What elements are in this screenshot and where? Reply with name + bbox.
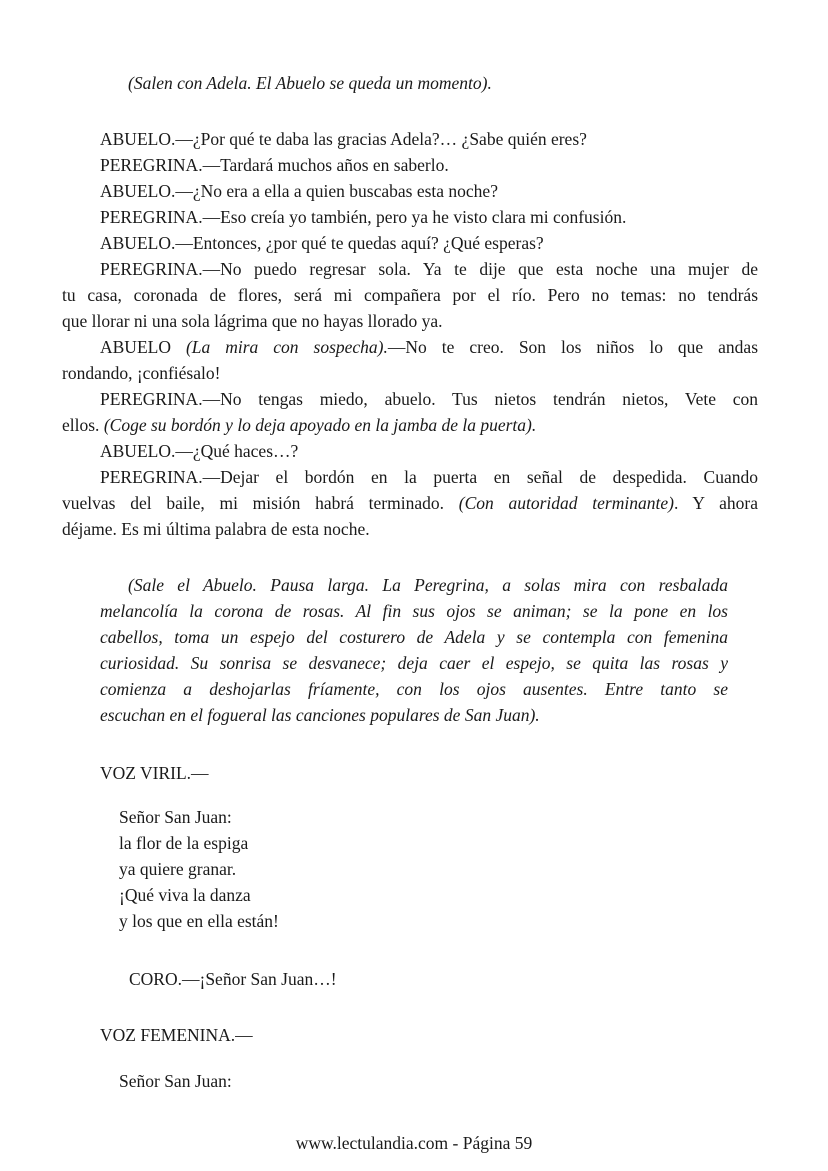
- song-verse-line: ya quiere granar.: [119, 859, 237, 879]
- stage-direction-long-line-5: comienza a deshojarlas fríamente, con los ojos ausentes. Entre tanto se: [100, 679, 728, 699]
- song-verse-line: y los que en ella están!: [119, 911, 279, 931]
- chorus-line: CORO.—¡Señor San Juan…!: [129, 969, 337, 989]
- song-verse-line: ¡Qué viva la danza: [119, 885, 251, 905]
- dialogue-line-peregrina-1: PEREGRINA.—Tardará muchos años en saberlo.: [100, 155, 449, 175]
- dialogue-peregrina-3-line-3: que llorar ni una sola lágrima que no hayas llorado ya.: [62, 311, 443, 331]
- dialogue-peregrina-5-line-3: déjame. Es mi última palabra de esta noche.: [62, 519, 370, 539]
- dialogue-line-abuelo-2: ABUELO.—¿No era a ella a quien buscabas esta noche?: [100, 181, 498, 201]
- stage-direction-exit: (Salen con Adela. El Abuelo se queda un momento).: [128, 73, 492, 93]
- stage-direction-long-line-6: escuchan en el fogueral las canciones populares de San Juan).: [100, 705, 540, 725]
- song-verse-line: Señor San Juan:: [119, 807, 232, 827]
- stage-aside-bordon: (Coge su bordón y lo deja apoyado en la jamba de la puerta).: [103, 415, 537, 435]
- dialogue-text: —No te creo. Son los niños lo que andas: [387, 337, 759, 357]
- dialogue-line-abuelo-3: ABUELO.—Entonces, ¿por qué te quedas aquí? ¿Qué esperas?: [100, 233, 544, 253]
- stage-aside-autoridad: (Con autoridad terminante): [458, 493, 674, 513]
- stage-direction-long-line-4: curiosidad. Su sonrisa se desvanece; deja caer el espejo, se quita las rosas y: [100, 653, 728, 673]
- dialogue-line-abuelo-1: ABUELO.—¿Por qué te daba las gracias Adela?… ¿Sabe quién eres?: [100, 129, 587, 149]
- dialogue-peregrina-3-line-2: tu casa, coronada de flores, será mi compañera por el río. Pero no temas: no tendrás: [62, 285, 758, 305]
- dialogue-line-abuelo-5: ABUELO.—¿Qué haces…?: [100, 441, 299, 461]
- dialogue-peregrina-4-line-2: [62, 412, 758, 438]
- dialogue-peregrina-5-line-2: [62, 490, 758, 516]
- stage-aside-sospecha: (La mira con sospecha).: [185, 337, 388, 357]
- dialogue-text: ellos.: [62, 415, 104, 435]
- dialogue-text: vuelvas del baile, mi misión habrá terminado.: [62, 493, 459, 513]
- stage-direction-long-line-1: (Sale el Abuelo. Pausa larga. La Peregrina, a solas mira con resbalada: [128, 575, 728, 595]
- stage-direction-long-line-3: cabellos, toma un espejo del costurero de Adela y se contempla con femenina: [100, 627, 728, 647]
- song-verse-line: la flor de la espiga: [119, 833, 249, 853]
- dialogue-peregrina-5-line-1: PEREGRINA.—Dejar el bordón en la puerta en señal de despedida. Cuando: [100, 467, 758, 487]
- speaker-voz-viril: VOZ VIRIL.—: [100, 763, 209, 783]
- dialogue-peregrina-3-line-1: PEREGRINA.—No puedo regresar sola. Ya te dije que esta noche una mujer de: [100, 259, 758, 279]
- dialogue-line-peregrina-2: PEREGRINA.—Eso creía yo también, pero ya he visto clara mi confusión.: [100, 207, 627, 227]
- dialogue-abuelo-4-line-1: [100, 334, 758, 360]
- stage-direction-long-line-2: melancolía la corona de rosas. Al fin sus ojos se animan; se la pone en los: [100, 601, 728, 621]
- speaker-abuelo: ABUELO: [100, 337, 186, 357]
- speaker-voz-femenina: VOZ FEMENINA.—: [100, 1025, 253, 1045]
- song-verse-line: Señor San Juan:: [119, 1071, 232, 1091]
- page-footer: www.lectulandia.com - Página 59: [295, 1133, 533, 1153]
- dialogue-peregrina-4-line-1: PEREGRINA.—No tengas miedo, abuelo. Tus nietos tendrán nietos, Vete con: [100, 389, 758, 409]
- dialogue-abuelo-4-line-2: rondando, ¡confiésalo!: [62, 363, 221, 383]
- dialogue-text: . Y ahora: [673, 493, 759, 513]
